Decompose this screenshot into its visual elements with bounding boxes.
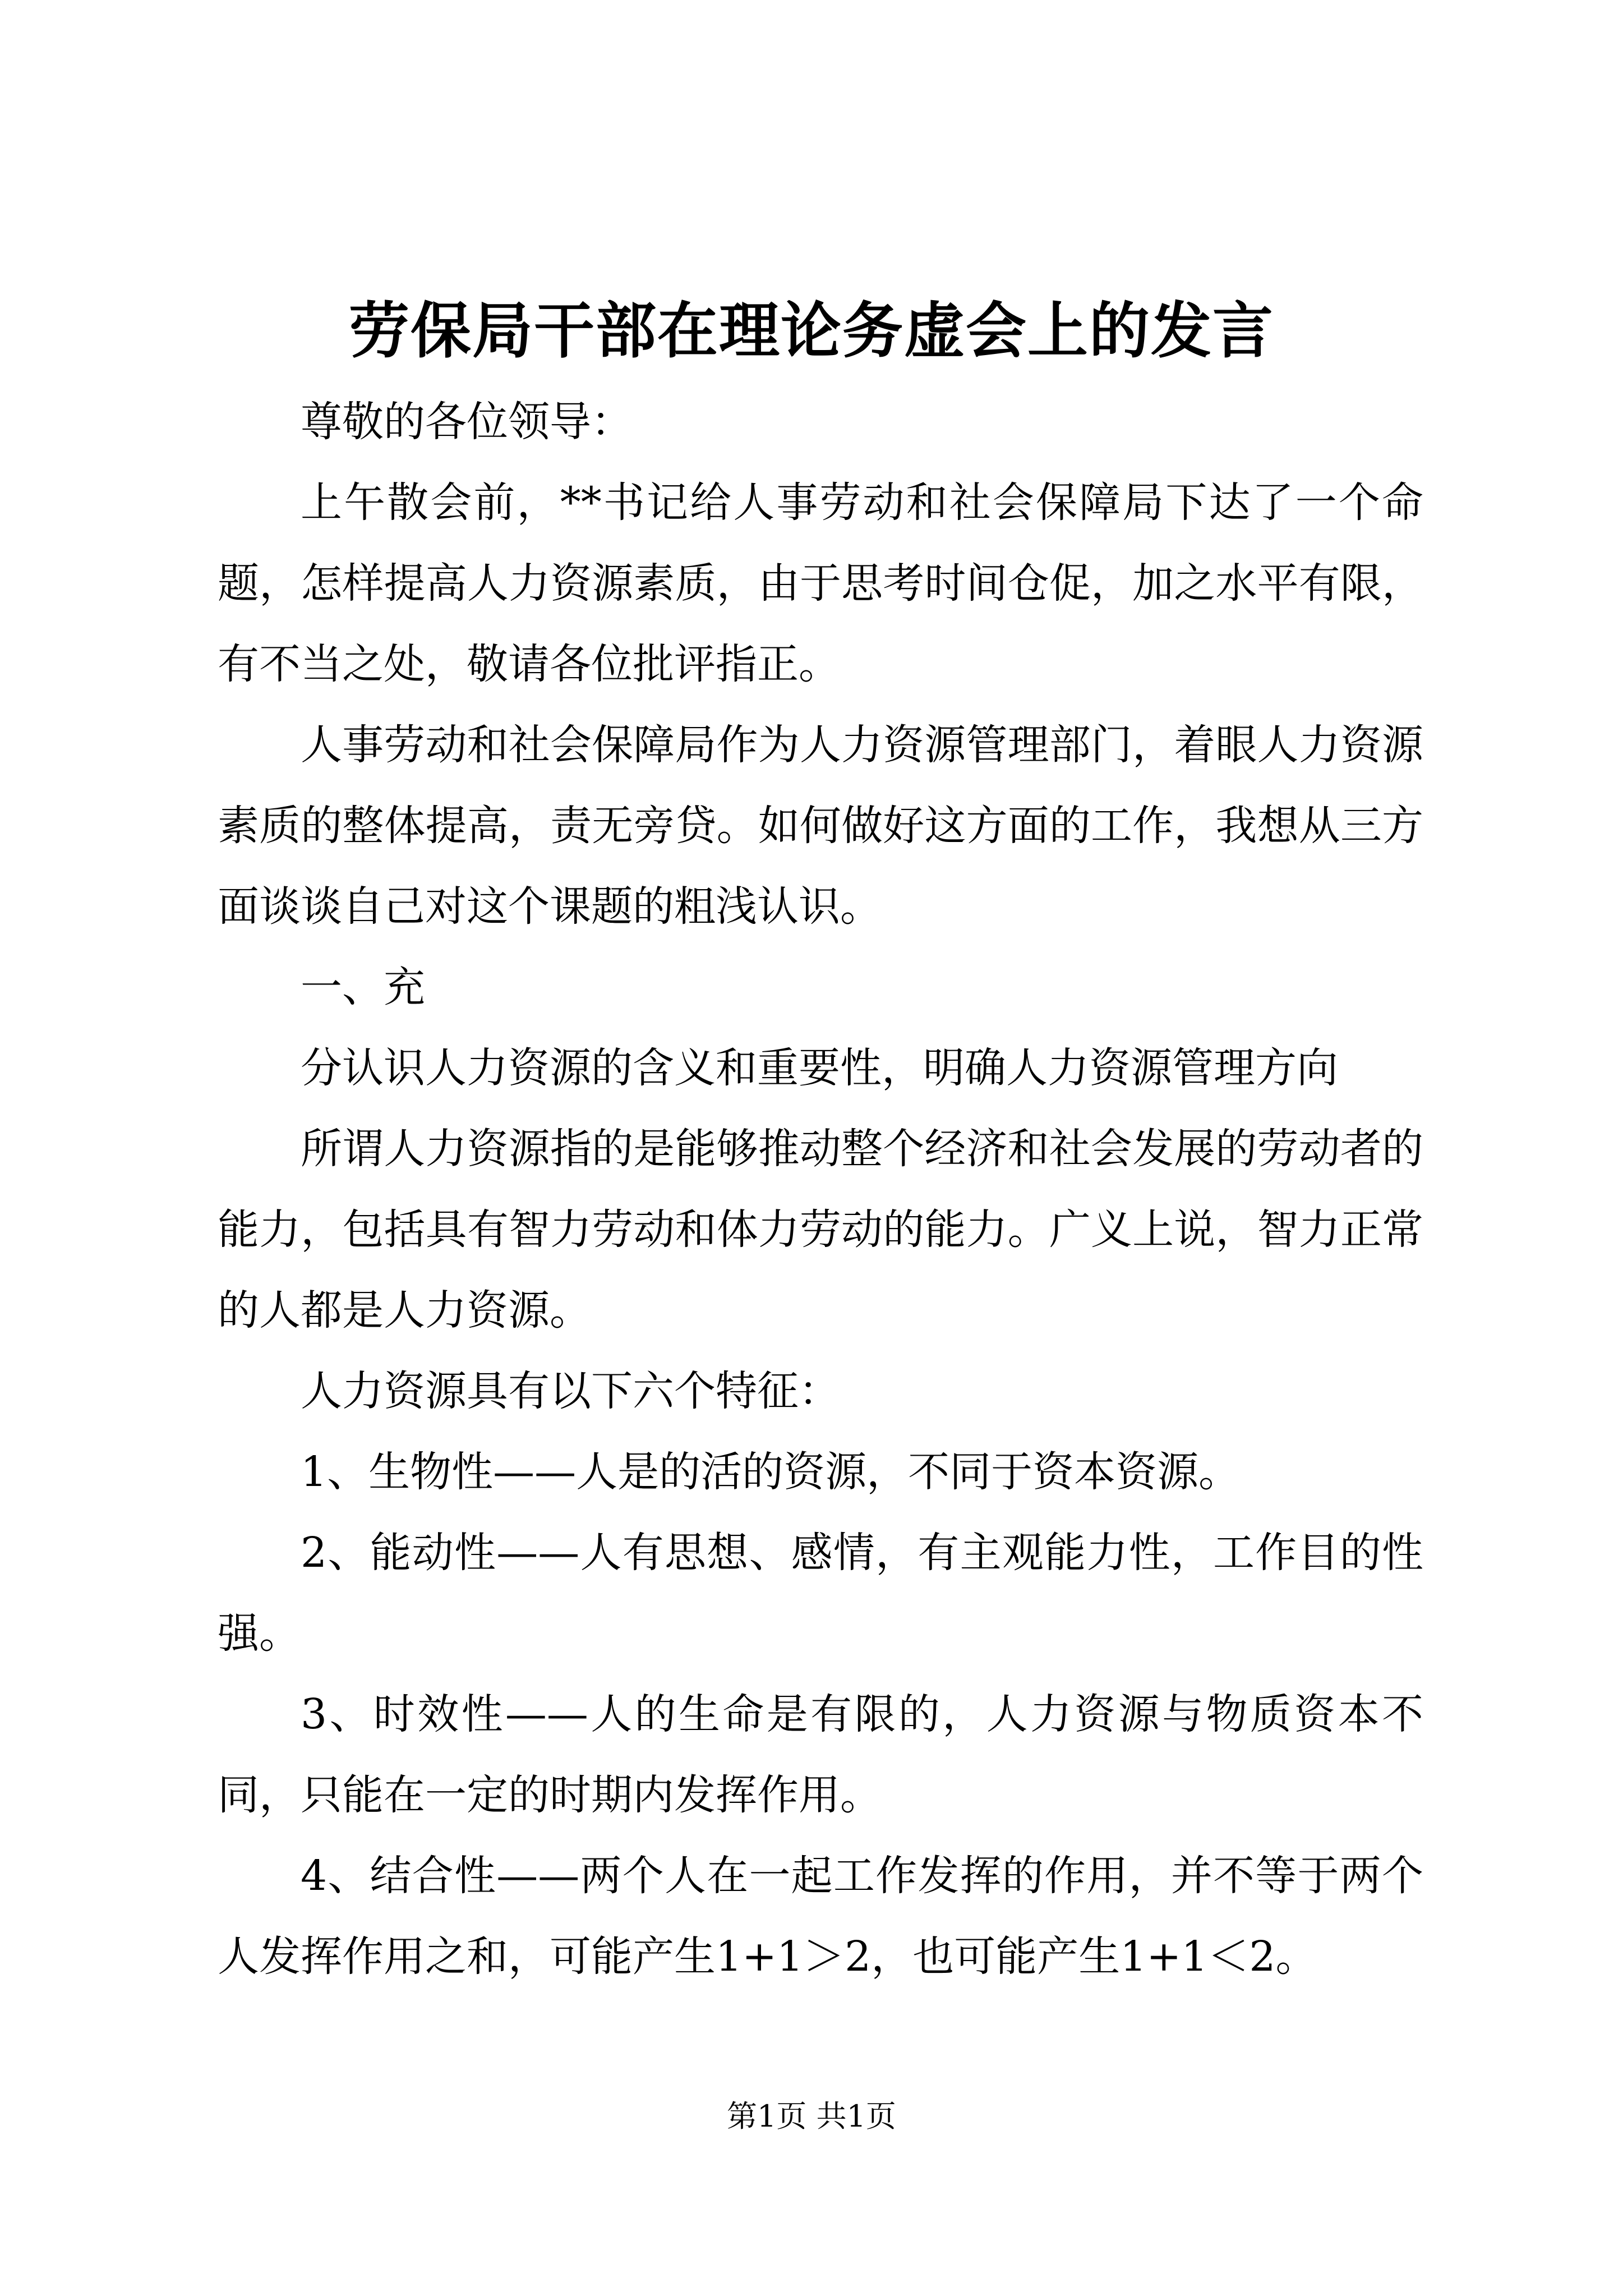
- features-intro-paragraph: 人力资源具有以下六个特征：: [301, 1367, 840, 1415]
- feature-item-4: 4、结合性——两个人在一起工作发挥的作用，并不等于两个人发挥作用之和，可能产生1+1＞2，也可能产生1+1＜2。: [218, 1852, 1423, 1981]
- page-footer: 第1页 共1页: [727, 2099, 896, 2134]
- document-title: 劳保局干部在理论务虚会上的发言: [348, 296, 1274, 366]
- section-heading-continuation: 分认识人力资源的含义和重要性，明确人力资源管理方向: [301, 1044, 1338, 1092]
- salutation-paragraph: 尊敬的各位领导：: [301, 398, 633, 446]
- feature-item-3: 3、时效性——人的生命是有限的，人力资源与物质资本不同，只能在一定的时期内发挥作用。: [218, 1690, 1423, 1819]
- definition-paragraph: 所谓人力资源指的是能够推动整个经济和社会发展的劳动者的能力，包括具有智力劳动和体力劳动的能力。广义上说，智力正常的人都是人力资源。: [218, 1125, 1423, 1335]
- section-heading-fragment: 一、充: [301, 963, 425, 1011]
- feature-item-2: 2、能动性——人有思想、感情，有主观能力性，工作目的性强。: [218, 1529, 1423, 1658]
- feature-item-1: 1、生物性——人是的活的资源，不同于资本资源。: [301, 1448, 1241, 1496]
- intro-paragraph: 上午散会前，**书记给人事劳动和社会保障局下达了一个命题，怎样提高人力资源素质，由于思考时间仓促，加之水平有限，有不当之处，敬请各位批评指正。: [218, 478, 1423, 688]
- role-paragraph: 人事劳动和社会保障局作为人力资源管理部门，着眼人力资源素质的整体提高，责无旁贷。如何做好这方面的工作，我想从三方面谈谈自己对这个课题的粗浅认识。: [218, 721, 1423, 931]
- document-body: [218, 381, 1423, 1997]
